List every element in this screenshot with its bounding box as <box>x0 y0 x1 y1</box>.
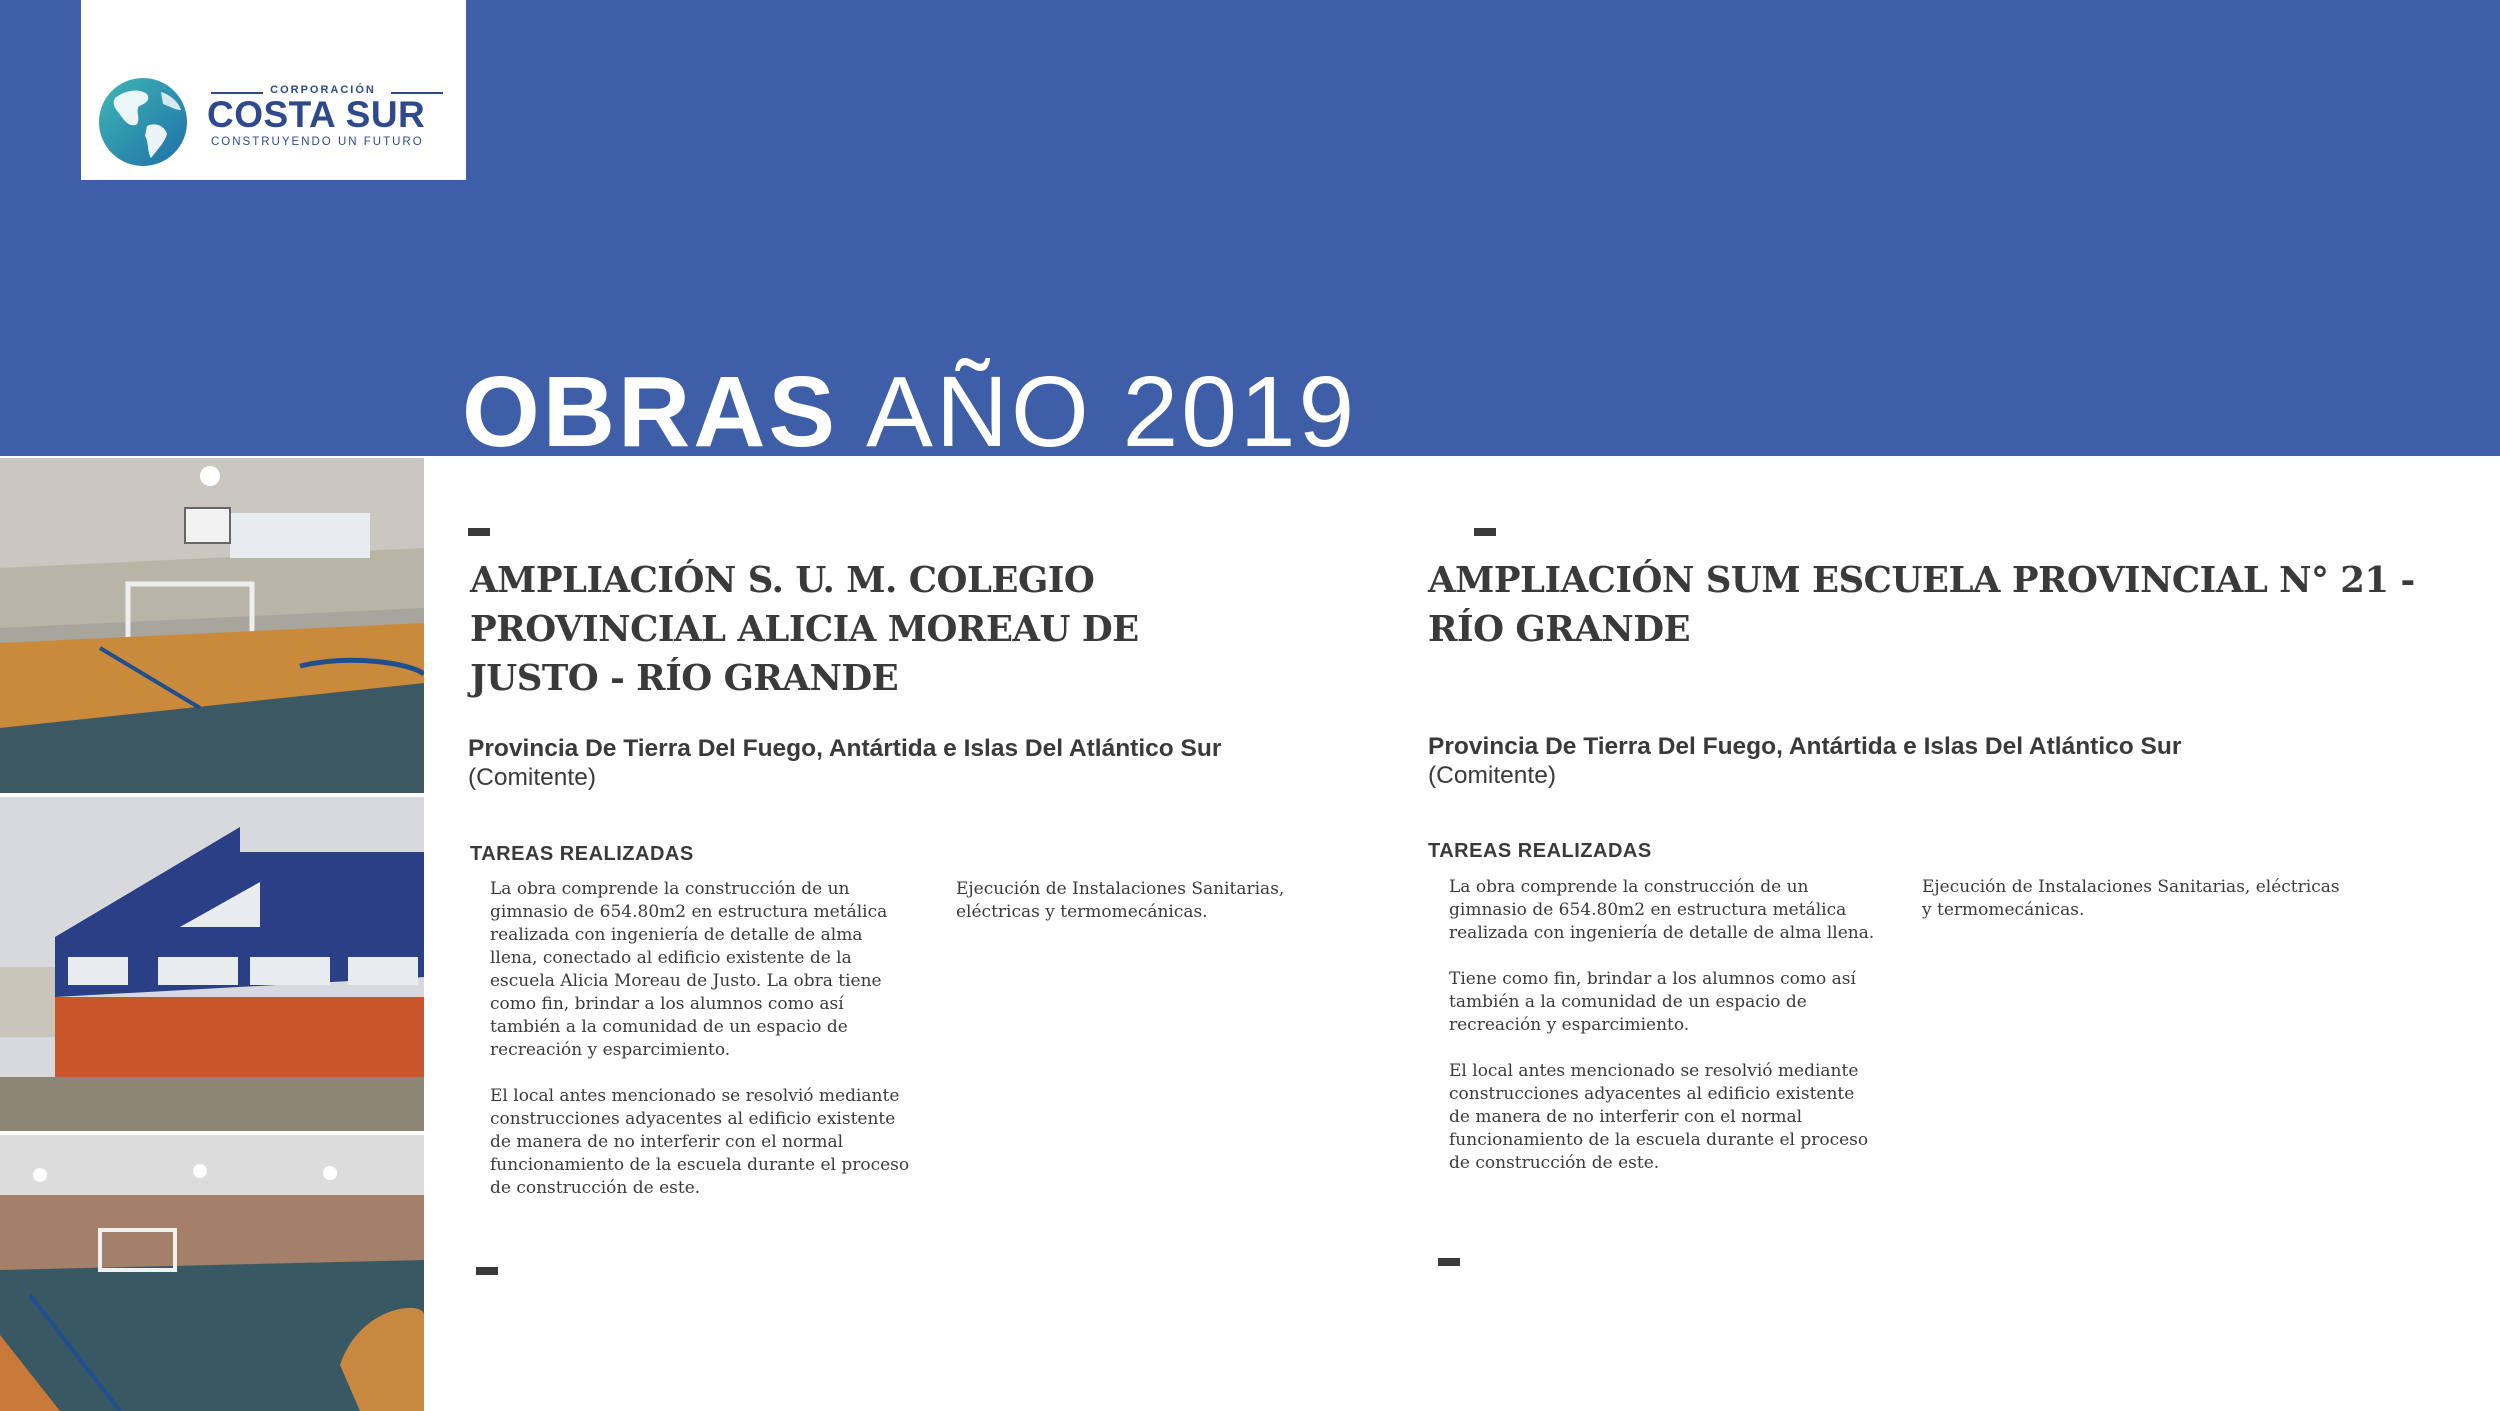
building-exterior-photo <box>0 797 424 1131</box>
separator-dash <box>476 1267 498 1275</box>
project-2-tasks-heading: TAREAS REALIZADAS <box>1428 840 1652 862</box>
project-1-client-name: Provincia De Tierra Del Fuego, Antártida e Islas Del Atlántico Sur <box>468 735 1222 762</box>
project-1-tasks-heading: TAREAS REALIZADAS <box>470 843 694 865</box>
gym-court-photo <box>0 1135 424 1411</box>
logo-name: COSTA SUR <box>207 94 426 135</box>
page-title <box>462 356 1358 456</box>
project-2-client-role: (Comitente) <box>1428 762 1556 789</box>
gym-interior-photo <box>0 458 424 793</box>
project-1-client-role: (Comitente) <box>468 764 596 791</box>
project-1-installations: Ejecución de Instalaciones Sanitarias, eléctricas y termomecánicas. <box>956 879 1285 922</box>
logo-tagline: CONSTRUYENDO UN FUTURO <box>211 136 424 148</box>
separator-dash <box>1474 528 1496 536</box>
project-2-installations: Ejecución de Instalaciones Sanitarias, eléctricas y termomecánicas. <box>1922 877 2340 920</box>
header-banner <box>0 0 2500 456</box>
page-title-bold: OBRAS <box>462 356 839 456</box>
project-1-client <box>468 734 1308 792</box>
separator-dash <box>468 528 490 536</box>
project-2-title: AMPLIACIÓN SUM ESCUELA PROVINCIAL N° 21 - RÍO GRANDE <box>1428 560 2415 650</box>
project-2-description: La obra comprende la construcción de un gimnasio de 654.80m2 en estructura metálica realizada con ingeniería de detalle de alma llena. Tiene como fin, brindar a los alumnos como así también a la comunidad de un espacio de recreación y esparcimiento. El local antes mencionado se resolvió mediante construcciones adyacentes al edificio existente de manera de no interferir con el normal funcionamiento de la escuela durante el proceso de construcción de este. <box>1449 877 1875 1173</box>
project-2-client-name: Provincia De Tierra Del Fuego, Antártida e Islas Del Atlántico Sur <box>1428 733 2182 760</box>
project-1-title: AMPLIACIÓN S. U. M. COLEGIO PROVINCIAL ALICIA MOREAU DE JUSTO - RÍO GRANDE <box>470 560 1139 699</box>
page-title-year: AÑO 2019 <box>866 356 1358 456</box>
project-2-client <box>1428 732 2268 790</box>
separator-dash <box>1438 1258 1460 1266</box>
project-1-description: La obra comprende la construcción de un gimnasio de 654.80m2 en estructura metálica realizada con ingeniería de detalle de alma llena, conectado al edificio existente de la escuela Alicia Moreau de Justo. La obra tiene como fin, brindar a los alumnos como así también a la comunidad de un espacio de recreación y esparcimiento. El local antes mencionado se resolvió mediante construcciones adyacentes al edificio existente de manera de no interferir con el normal funcionamiento de la escuela durante el proceso de construcción de este. <box>490 879 910 1198</box>
globe-icon <box>95 76 195 168</box>
logo-corporacion: CORPORACIÓN <box>270 84 376 96</box>
company-logo <box>81 0 466 180</box>
